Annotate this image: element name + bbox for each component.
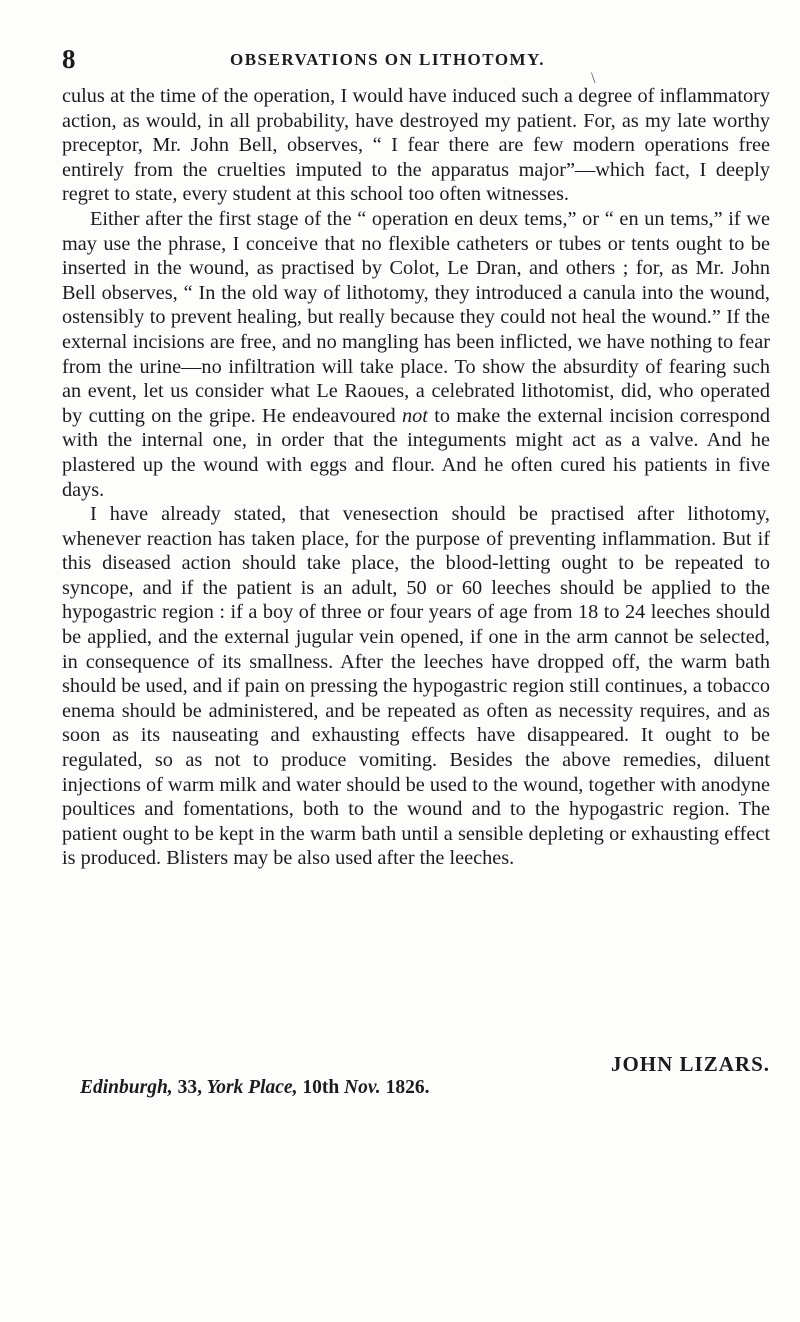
stray-mark: \ — [591, 70, 596, 87]
dateline-number: 33, — [177, 1077, 202, 1098]
dateline-year: 1826. — [385, 1077, 430, 1098]
author-signature: JOHN LIZARS. — [610, 1052, 770, 1076]
dateline — [80, 1077, 429, 1099]
paragraph-3: I have already stated, that venesection should be practised after lithotomy, whenever reaction has taken place, for the purpose of preventing inflammation. But if this diseased action should take place, the blood-letting ought to be repeated to syncope, and if the patient is an adult, 50 or 60 leeches should be applied to the hypogastric region : if a boy of three or four years of age from 18 to 24 leeches should be applied, and the external jugular vein opened, if one in the arm cannot be selected, in consequence of its smallness. After the leeches have dropped off, the warm bath should be used, and if pain on pressing the hypogastric region still continues, a tobacco enema should be administered, and be repeated as often as necessity requires, and as soon as its nauseating and exhausting effects have disappeared. It ought to be regulated, so as not to produce vomiting. Besides the above remedies, diluent injections of warm milk and water should be used to the wound, together with anodyne poultices and fomentations, both to the wound and to the hypogastric region. The patient ought to be kept in the warm bath until a sensible depleting or exhausting effect is produced. Blisters may be also used after the leeches. — [62, 503, 770, 870]
paragraph-1: culus at the time of the operation, I would have induced such a degree of inflammatory action, as would, in all probability, have destroyed my patient. For, as my late worthy preceptor, Mr. John Bell, observes, “ I fear there are few modern operations free entirely from the cruelties imputed to the apparatus major”—which fact, I deeply regret to state, every student at this school too often witnesses. — [62, 85, 770, 206]
dateline-day: 10th — [302, 1077, 340, 1098]
dateline-street: York Place, — [206, 1077, 298, 1098]
page-number: 8 — [62, 44, 76, 74]
body-text — [62, 84, 770, 871]
paragraph-2-text: Either after the first stage of the “ operation en deux tems,” or “ en un tems,” if we may use the phrase, I conceive that no flexible catheters or tubes or tents ought to be inserted in the wound, as practised by Colot, Le Dran, and others ; for, as Mr. John Bell observes, “ In the old way of lithotomy, they introduced a canula into the wound, ostensibly to prevent healing, but really because they could not heal the wound.” If the external incisions are free, and no mangling has been inflicted, we have nothing to fear from the urine—no infiltration will take place. To show the absurdity of fearing such an event, let us consider what Le Raoues, a celebrated lithotomist, did, who operated by cutting on the gripe. He endeavoured — [62, 207, 770, 427]
paragraph-2-emphasis: not — [401, 404, 428, 427]
running-head: OBSERVATIONS ON LITHOTOMY. — [230, 50, 546, 69]
dateline-place: Edinburgh, — [80, 1077, 173, 1098]
paragraph-2-continuation: to make the external incision correspond with the internal one, in order that the integuments might act as a valve. And he plastered up the wound with eggs and flour. And he often cured his patients in five days. — [62, 404, 770, 501]
page-header — [62, 44, 762, 80]
dateline-month: Nov. — [344, 1077, 381, 1098]
paragraph-2 — [62, 207, 770, 502]
